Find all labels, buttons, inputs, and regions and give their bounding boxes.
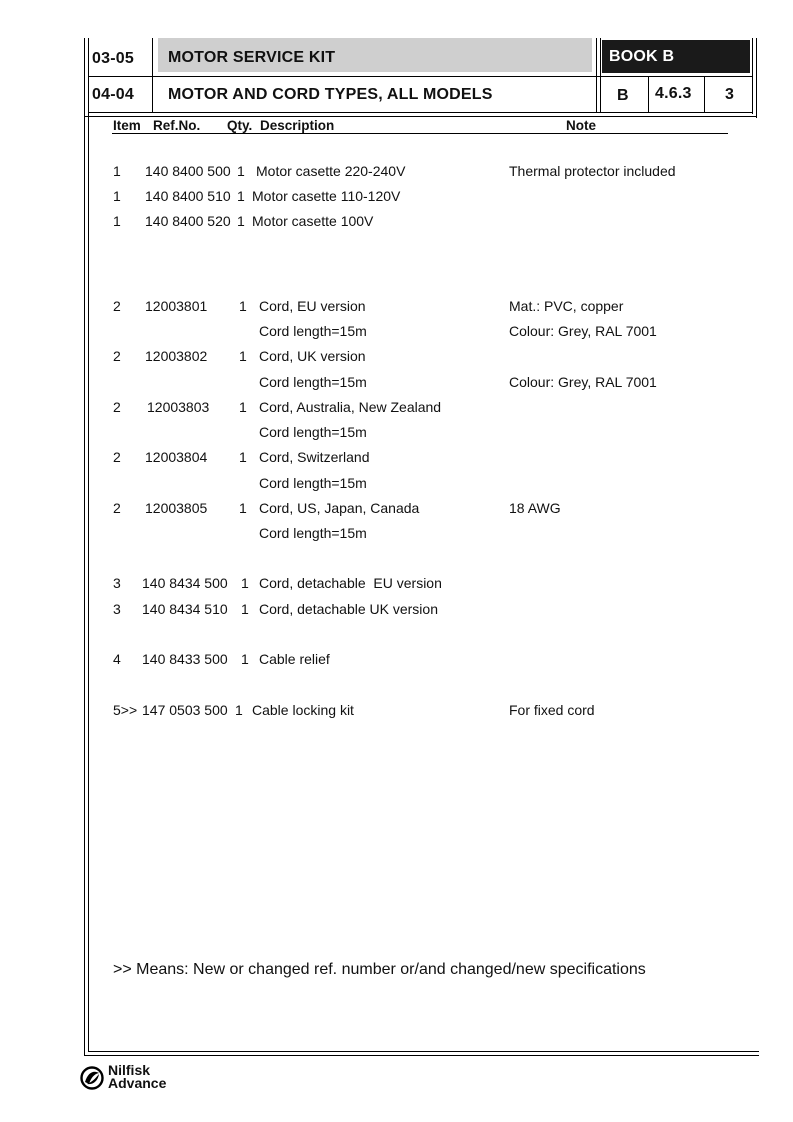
footnote: >> Means: New or changed ref. number or/and changed/new specifications <box>113 961 646 978</box>
header-col-divider-5 <box>704 76 705 112</box>
logo-text-advance: Advance <box>108 1075 167 1091</box>
quantity: 1 <box>237 163 245 179</box>
column-header-item: Item <box>113 118 141 133</box>
header-bottom-outer <box>84 116 756 117</box>
description: Cord length=15m <box>259 323 367 339</box>
note: 18 AWG <box>509 500 561 516</box>
frame-left-outer <box>84 38 85 1056</box>
item-number: 3 <box>113 601 121 617</box>
header-row-divider <box>88 76 752 77</box>
ref-number: 12003801 <box>145 298 208 314</box>
ref-number: 140 8400 520 <box>145 213 231 229</box>
header-col-divider-1 <box>152 38 153 112</box>
item-number: 1 <box>113 213 121 229</box>
item-number: 2 <box>113 500 121 516</box>
note: For fixed cord <box>509 702 595 718</box>
header-cell-chapter: 4.6.3 <box>655 85 692 102</box>
header-cell-page: 3 <box>725 86 735 103</box>
column-header-underline <box>112 133 728 134</box>
frame-bottom-inner <box>88 1051 759 1052</box>
header-col-divider-3 <box>600 38 601 112</box>
description: Cord, US, Japan, Canada <box>259 500 420 516</box>
quantity: 1 <box>239 298 247 314</box>
quantity: 1 <box>239 348 247 364</box>
nilfisk-logo-icon <box>80 1064 104 1092</box>
ref-number: 140 8434 500 <box>142 575 228 591</box>
item-number: 2 <box>113 348 121 364</box>
description: Cable relief <box>259 651 330 667</box>
quantity: 1 <box>241 575 249 591</box>
description: Cord length=15m <box>259 525 367 541</box>
column-header-refno: Ref.No. <box>153 118 201 133</box>
section-code-2: 04-04 <box>92 86 134 103</box>
note: Colour: Grey, RAL 7001 <box>509 374 657 390</box>
ref-number: 147 0503 500 <box>142 702 228 718</box>
ref-number: 12003805 <box>145 500 208 516</box>
description: Motor casette 110-120V <box>252 188 401 204</box>
quantity: 1 <box>241 601 249 617</box>
header-cell-book-letter: B <box>617 87 629 104</box>
item-number: 5>> <box>113 702 138 718</box>
item-number: 4 <box>113 651 121 667</box>
item-number: 2 <box>113 399 121 415</box>
page-title: MOTOR SERVICE KIT <box>168 49 336 66</box>
description: Motor casette 100V <box>252 213 374 229</box>
description: Cord, detachable UK version <box>259 601 438 617</box>
description: Cord, EU version <box>259 298 366 314</box>
description: Cord, Australia, New Zealand <box>259 399 442 415</box>
frame-right-outer <box>756 38 757 118</box>
header-bottom-inner <box>88 112 752 113</box>
item-number: 1 <box>113 188 121 204</box>
description: Motor casette 220-240V <box>256 163 406 179</box>
frame-left-inner <box>88 38 89 1052</box>
logo-text-nilfisk: Nilfisk <box>108 1062 151 1078</box>
header-col-divider-4 <box>648 76 649 112</box>
quantity: 1 <box>239 399 247 415</box>
description: Cord length=15m <box>259 424 367 440</box>
frame-right-inner <box>752 38 753 114</box>
description: Cord length=15m <box>259 475 367 491</box>
note: Colour: Grey, RAL 7001 <box>509 323 657 339</box>
column-header-note: Note <box>566 118 596 133</box>
ref-number: 140 8400 500 <box>145 163 231 179</box>
note: Mat.: PVC, copper <box>509 298 624 314</box>
column-header-qty: Qty. <box>227 118 253 133</box>
quantity: 1 <box>237 188 245 204</box>
note: Thermal protector included <box>509 163 676 179</box>
quantity: 1 <box>235 702 243 718</box>
ref-number: 140 8433 500 <box>142 651 228 667</box>
ref-number: 140 8434 510 <box>142 601 228 617</box>
description: Cord, UK version <box>259 348 366 364</box>
description: Cable locking kit <box>252 702 354 718</box>
description: Cord length=15m <box>259 374 367 390</box>
description: Cord, Switzerland <box>259 449 370 465</box>
ref-number: 140 8400 510 <box>145 188 231 204</box>
ref-number: 12003803 <box>147 399 210 415</box>
header-col-divider-2 <box>596 38 597 112</box>
item-number: 3 <box>113 575 121 591</box>
section-code-1: 03-05 <box>92 50 134 67</box>
frame-bottom-outer <box>84 1055 759 1056</box>
page-subtitle: MOTOR AND CORD TYPES, ALL MODELS <box>168 86 493 103</box>
ref-number: 12003802 <box>145 348 208 364</box>
item-number: 2 <box>113 449 121 465</box>
quantity: 1 <box>239 449 247 465</box>
item-number: 2 <box>113 298 121 314</box>
description: Cord, detachable EU version <box>259 575 442 591</box>
column-header-description: Description <box>260 118 335 133</box>
item-number: 1 <box>113 163 121 179</box>
quantity: 1 <box>237 213 245 229</box>
ref-number: 12003804 <box>145 449 208 465</box>
quantity: 1 <box>241 651 249 667</box>
book-label: BOOK B <box>609 48 675 65</box>
quantity: 1 <box>239 500 247 516</box>
